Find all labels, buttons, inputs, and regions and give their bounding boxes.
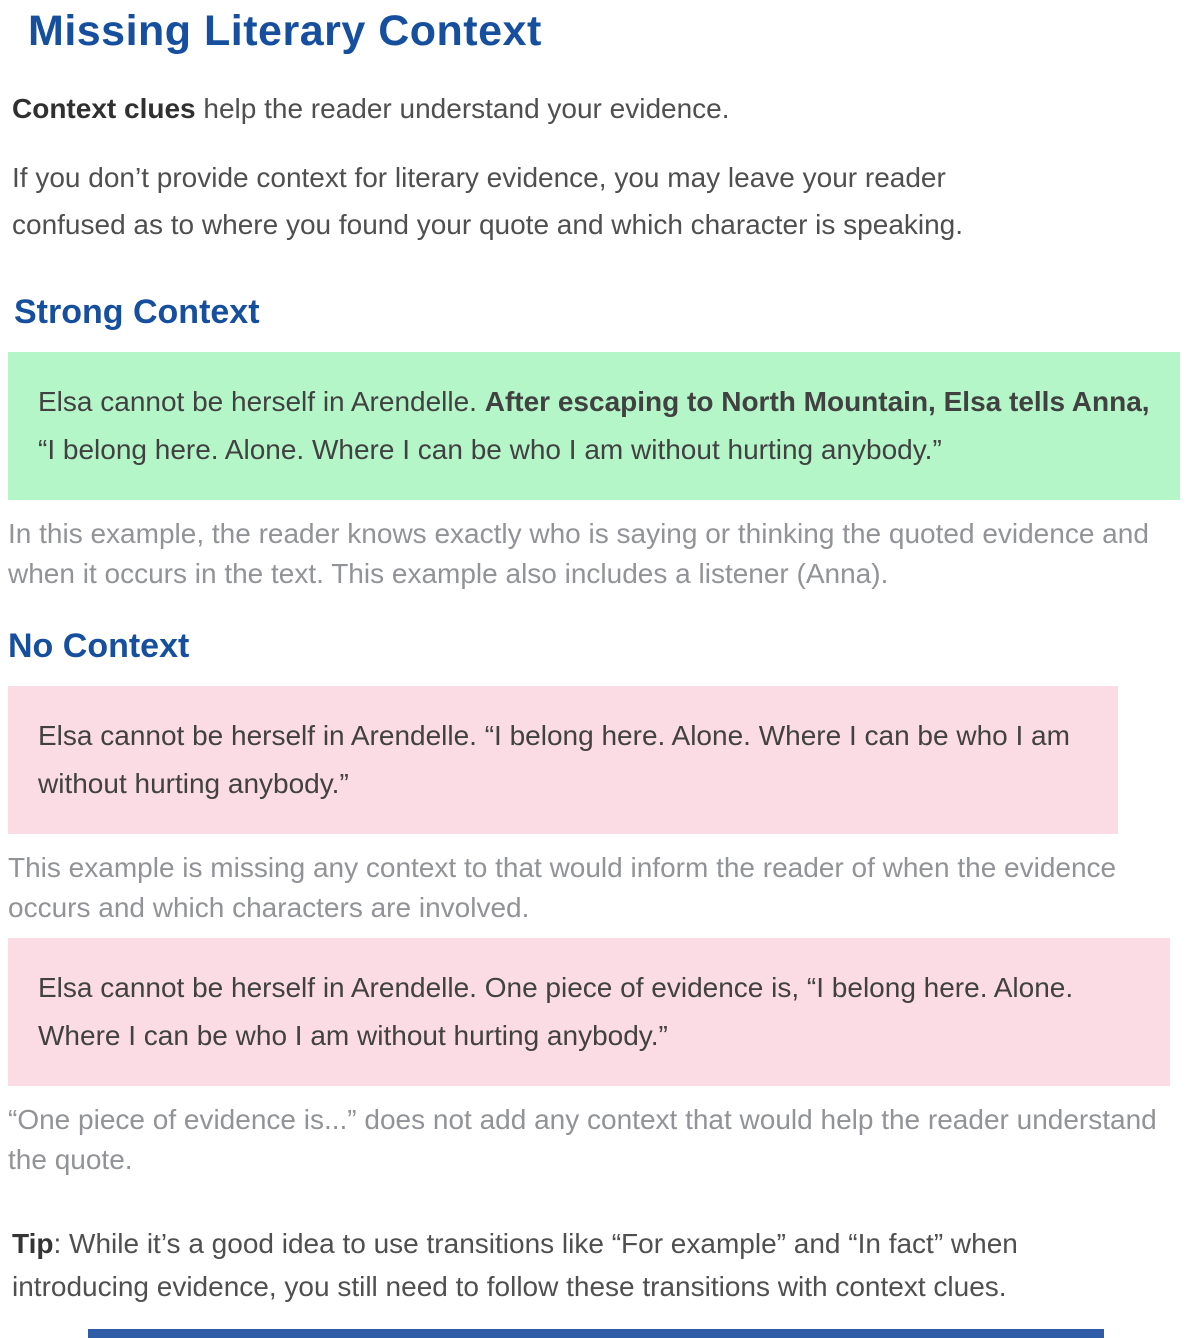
strong-context-example-text [38,378,1150,474]
no-context-example-text-1: Elsa cannot be herself in Arendelle. “I belong here. Alone. Where I can be who I am without hurting anybody.” [38,720,1070,799]
strong-context-heading: Strong Context [14,293,260,331]
tip-bold-label: Tip [12,1228,54,1259]
intro-rest-text: help the reader understand your evidence. [195,93,730,124]
no-context-note-2: “One piece of evidence is...” does not add any context that would help the reader understand the quote. [8,1104,1157,1175]
no-context-example-text-2: Elsa cannot be herself in Arendelle. One piece of evidence is, “I belong here. Alone. Where I can be who I am without hurting anybody.” [38,972,1074,1051]
strong-context-note: In this example, the reader knows exactly who is saying or thinking the quoted evidence and when it occurs in the text. This example also includes a listener (Anna). [8,518,1149,589]
no-context-example-box-2 [8,938,1170,1086]
lesson-page [0,6,1200,1308]
page-title: Missing Literary Context [28,7,542,55]
example-lead-text: Elsa cannot be herself in Arendelle. [38,386,485,417]
description-paragraph: If you don’t provide context for literary evidence, you may leave your reader confused as to where you found your quote and which character is speaking. [12,162,964,240]
tip-paragraph [12,1222,1092,1308]
strong-context-example-box [8,352,1180,500]
no-context-example-box-1 [8,686,1118,834]
intro-paragraph [12,92,1200,126]
no-context-note-1: This example is missing any context to that would inform the reader of when the evidence occurs and which characters are involved. [8,852,1117,923]
bottom-divider-bar [88,1329,1104,1338]
example-context-bold: After escaping to North Mountain, Elsa tells Anna, [484,386,1150,417]
intro-bold-term: Context clues [12,93,196,124]
tip-rest-text: : While it’s a good idea to use transitions like “For example” and “In fact” when introducing evidence, you still need to follow these transitions with context clues. [12,1228,1018,1302]
no-context-section [0,626,1200,1180]
strong-context-section [0,292,1200,594]
example-quote-text: “I belong here. Alone. Where I can be who I am without hurting anybody.” [38,434,942,465]
no-context-heading: No Context [8,627,190,665]
